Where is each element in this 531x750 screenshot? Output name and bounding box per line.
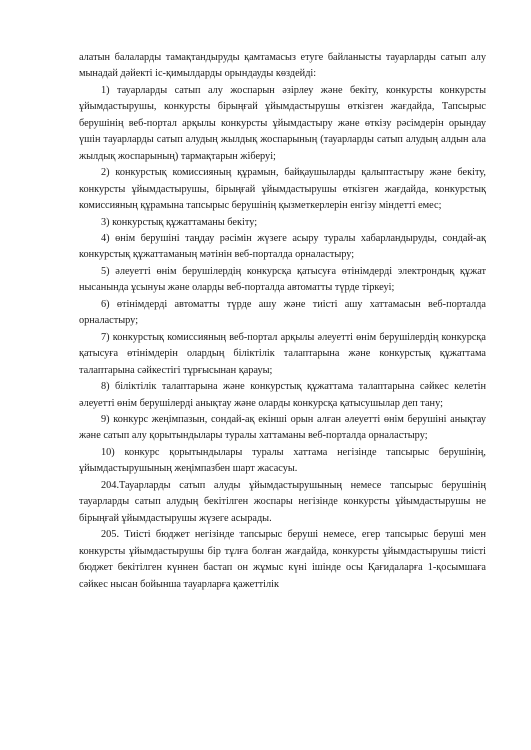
paragraph-section-204: 204.Тауарларды сатып алуды ұйымдастырушының немесе тапсырыс берушінің тауарларды сатып алудың бекітілген жоспары негізінде конкурсты ұйымдастырушы не бірыңғай ұйымдастырушы жүзеге асырады. — [79, 479, 486, 524]
paragraph-section-205: 205. Тиісті бюджет негізінде тапсырыс беруші немесе, егер тапсырыс беруші мен конкурсты ұйымдастырушы бір тұлға болған жағдайда, конкурсты ұйымдастырушы тиісті бюджет бекітілген күннен бастап он жұмыс күні ішінде осы Қағидаларға 1-қосымшаға сәйкес нысан бойынша тауарларға қажеттілік — [79, 529, 486, 590]
paragraph-item-7: 7) конкурстық комиссияның веб-портал арқылы әлеуетті өнім берушілердің конкурсқа қатысуға өтінімдерін олардың біліктілік талаптарына және конкурстық құжаттама талаптарына сәйкестігі тұрғысынан қарауы; — [79, 331, 486, 376]
paragraph-item-1: 1) тауарларды сатып алу жоспарын әзірлеу және бекіту, конкурсты конкурсты ұйымдастырушы, конкурсты бірыңғай ұйымдастырушы өткізген жағдайда, Тапсырыс берушінің веб-портал арқылы конкурсты ұйымдастыру және өткізу рәсімдерін орындау үшін тауарларды сатып алудың жылдық жоспарының (тауарларды сатып алудың алдын ала жылдық жоспарының) тармақтарын жіберуі; — [79, 84, 486, 162]
paragraph-item-5: 5) әлеуетті өнім берушілердің конкурсқа қатысуға өтінімдерді электрондық құжат нысанында ұсынуы және оларды веб-порталда автоматты түрде тіркеуі; — [79, 265, 486, 294]
paragraph-item-6: 6) өтінімдерді автоматты түрде ашу және тиісті ашу хаттамасын веб-порталда орналастыру; — [79, 298, 486, 327]
paragraph-item-4: 4) өнім берушіні таңдау рәсімін жүзеге асыру туралы хабарландыруды, сондай-ақ конкурстық құжаттаманың мәтінін веб-порталда орналастыру; — [79, 232, 486, 261]
paragraph-item-2: 2) конкурстық комиссияның құрамын, байқаушыларды қалыптастыру және бекіту, конкурсты ұйымдастырушы, бірыңғай ұйымдастырушы өткізген жағдайда, конкурстық комиссияның құрамына тапсырыс берушінің қызметкерлерін енгізу міндетті емес; — [79, 167, 486, 212]
paragraph-intro: алатын балаларды тамақтандыруды қамтамасыз етуге байланысты тауарларды сатып алу мынадай дәйекті іс-қимылдарды орындауды көздейді: — [79, 52, 486, 80]
paragraph-item-9: 9) конкурс жеңімпазын, сондай-ақ екінші орын алған әлеуетті өнім берушіні анықтау және сатып алу қорытындылары туралы хаттаманы веб-порталда орналастыру; — [79, 413, 486, 442]
paragraph-item-10: 10) конкурс қорытындылары туралы хаттама негізінде тапсырыс берушінің, ұйымдастырушының жеңімпазбен шарт жасасуы. — [79, 446, 486, 475]
document-page — [79, 50, 486, 593]
paragraph-item-3: 3) конкурстық құжаттаманы бекіту; — [101, 216, 258, 228]
paragraph-item-8: 8) біліктілік талаптарына және конкурстық құжаттама талаптарына сәйкес келетін әлеуетті өнім берушілерді анықтау және оларды конкурсқа қатысушылар деп тану; — [79, 381, 486, 409]
